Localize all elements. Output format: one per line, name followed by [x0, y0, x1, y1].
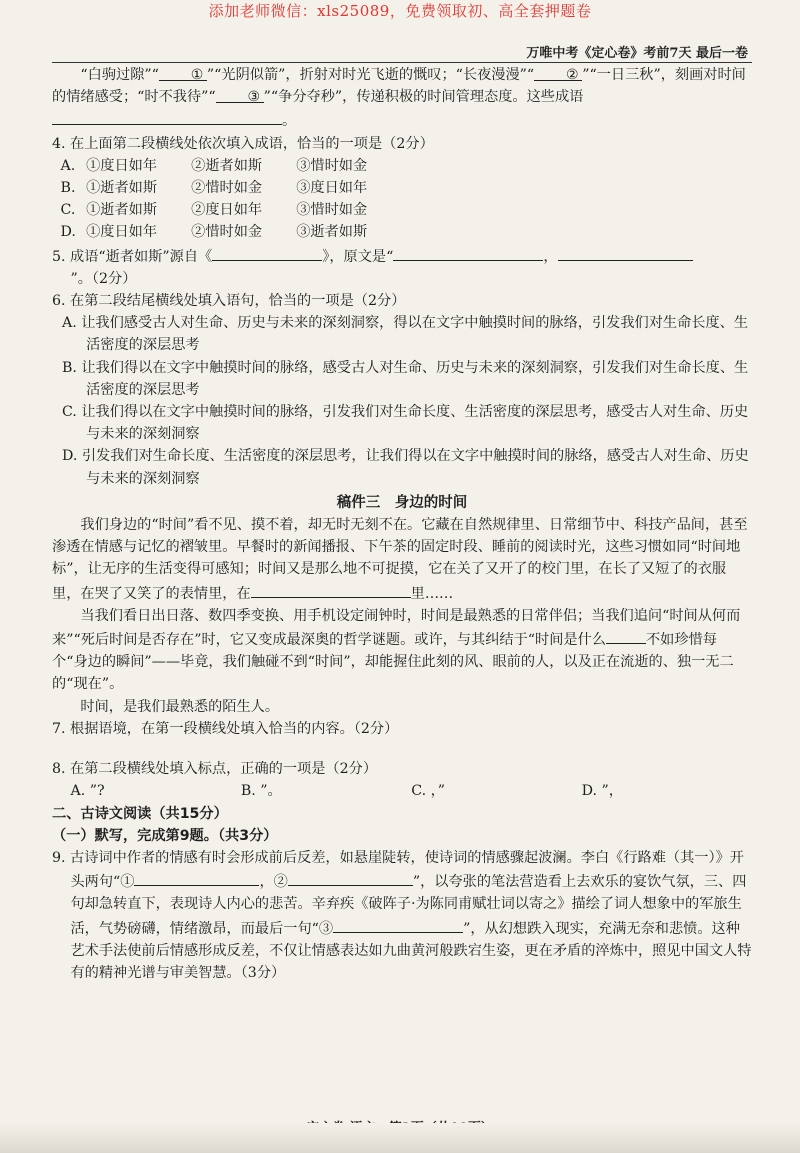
blank-quote-1[interactable] [393, 244, 543, 261]
header-rule [52, 62, 752, 63]
blank-poem-2[interactable] [288, 869, 413, 886]
blank-article-1[interactable] [251, 581, 411, 598]
question-4-option-c[interactable] [52, 199, 752, 221]
question-4-option-d[interactable] [52, 221, 752, 243]
bottom-shadow [0, 1123, 800, 1153]
option-choice: ③惜时如金 [296, 157, 368, 174]
option-choice: ②度日如年 [191, 202, 263, 219]
option-choice: ②惜时如金 [191, 180, 263, 197]
question-4-options [52, 155, 752, 244]
option-label: B. [60, 180, 76, 197]
blank-3[interactable]: ③ [216, 86, 264, 103]
blank-chengyu-function[interactable] [52, 108, 282, 125]
question-4-option-b[interactable] [52, 177, 752, 199]
blank-source-book[interactable] [212, 244, 322, 261]
option-label: D. [60, 224, 76, 241]
option-choice: ③逝者如斯 [296, 224, 368, 241]
blank-poem-1[interactable] [134, 869, 259, 886]
option-choice: ①度日如年 [86, 157, 158, 174]
article-3-paragraph-2: 当我们看日出日落、数四季变换、用手机设定闹钟时，时间是最熟悉的日常伴侣；当我们追问“时间从何而来”“死后时间是否存在”时，它又变成最深奥的哲学谜题。或许，与其纠结于“时间是什么 不如珍惜每个“身边的瞬间”——毕竟，我们触碰不到“时间”，却能握住此刻的风、眼前的人，以及正在流逝的、独一无二的“现在”。 [52, 607, 741, 693]
question-4-option-a[interactable] [52, 155, 752, 177]
question-8-option-a[interactable]: A. ”? [70, 783, 105, 800]
question-4-stem: 4. 在上面第二段横线处依次填入成语，恰当的一项是（2分） [52, 135, 434, 152]
option-choice: ①逝者如斯 [86, 180, 158, 197]
question-9: 9. 古诗词中作者的情感有时会形成前后反差，如悬崖陡转，使诗词的情感骤起波澜。李白《行路难（其一）》开头两句“① ，② ”，以夸张的笔法营造看上去欢乐的宴饮气氛，三、四句却急转直下，表现诗人内心的悲苦。辛弃疾《破阵子·为陈同甫赋壮词以寄之》描绘了词人想象中的军旅生活，气势磅礴，情绪激昂，而最后一句“③ ”，从幻想跌入现实，充满无奈和悲愤。这种艺术手法使前后情感形成反差，不仅让情感表达如九曲黄河般跌宕生姿，更在矛盾的淬炼中，照见中国文人特有的精神光谱与审美智慧。（3分） [52, 849, 752, 981]
option-choice: ①度日如年 [86, 224, 158, 241]
option-choice: ③度日如年 [296, 180, 368, 197]
question-6-option-a[interactable]: A. 让我们感受古人对生命、历史与未来的深刻洞察，得以在文字中触摸时间的脉络，引发我们对生命长度、生活密度的深层思考 [61, 315, 749, 354]
question-8-stem: 8. 在第二段横线处填入标点，正确的一项是（2分） [52, 761, 378, 778]
question-6-option-b[interactable]: B. 让我们得以在文字中触摸时间的脉络，感受古人对生命、历史与未来的深刻洞察，引发我们对生命长度、生活密度的深层思考 [61, 359, 749, 398]
section-2-title: 二、古诗文阅读（共15分） [52, 805, 228, 822]
option-label: C. [60, 202, 76, 219]
question-8-option-c[interactable]: C. ，” [411, 783, 445, 800]
option-choice: ①逝者如斯 [86, 202, 158, 219]
blank-poem-3[interactable] [333, 916, 463, 933]
question-7: 7. 根据语境，在第一段横线处填入恰当的内容。（2分） [52, 720, 399, 737]
option-choice: ②惜时如金 [191, 224, 263, 241]
running-title: 万唯中考《定心卷》考前7天 最后一卷 [526, 46, 748, 61]
intro-paragraph: “白驹过隙”“ ① ”“光阴似箭”，折射对时光飞逝的慨叹；“长夜漫漫”“ ② ”“一日三秋”，刻画对时间的情绪感受；“时不我待”“ ③ ”“争分夺秒”，传递积极的时间管理态度。这些成语。 [52, 64, 752, 133]
blank-punctuation[interactable] [606, 627, 646, 644]
article-3-paragraph-3: 时间，是我们最熟悉的陌生人。 [80, 698, 280, 715]
option-choice: ③惜时如金 [296, 202, 368, 219]
article-3-title: 稿件三 身边的时间 [336, 494, 468, 511]
blank-quote-2[interactable] [558, 244, 693, 261]
blank-1[interactable]: ① [159, 64, 207, 81]
question-6-stem: 6. 在第二段结尾横线处填入语句，恰当的一项是（2分） [52, 293, 406, 310]
question-6-option-d[interactable]: D. 引发我们对生命长度、生活密度的深层思考，让我们得以在文字中触摸时间的脉络，感受古人对生命、历史与未来的深刻洞察 [61, 448, 749, 487]
option-label: A. [60, 157, 76, 174]
question-8-option-b[interactable]: B. ”。 [240, 783, 282, 800]
question-6-option-c[interactable]: C. 让我们得以在文字中触摸时间的脉络，引发我们对生命长度、生活密度的深层思考，感受古人对生命、历史与未来的深刻洞察 [61, 404, 749, 443]
option-choice: ②逝者如斯 [191, 157, 263, 174]
article-3-paragraph-1: 我们身边的“时间”看不见、摸不着，却无时无刻不在。它藏在自然规律里、日常细节中、科技产品间，甚至渗透在情感与记忆的褶皱里。早餐时的新闻播报、下午茶的固定时段、睡前的阅读时光，这些习惯如同“时间地标”，让无序的生活变得可感知；时间又是那么地不可捉摸，它在关了又开了的校门里，在长了又短了的衣服里，在哭了又笑了的表情里，在 里…… [52, 517, 748, 602]
section-2-subtitle: （一）默写，完成第9题。（共3分） [52, 827, 278, 844]
page-content [52, 64, 752, 984]
question-5: 5. 成语“逝者如斯”源自《 》，原文是“ ，”。（2分） [52, 244, 752, 290]
question-8-options [52, 780, 752, 802]
blank-2[interactable]: ② [534, 64, 582, 81]
watermark: 添加老师微信：xls25089，免费领取初、高全套押题卷 [208, 2, 592, 20]
question-8-option-d[interactable]: D. ”， [581, 783, 623, 800]
answer-space-7[interactable] [52, 740, 752, 758]
